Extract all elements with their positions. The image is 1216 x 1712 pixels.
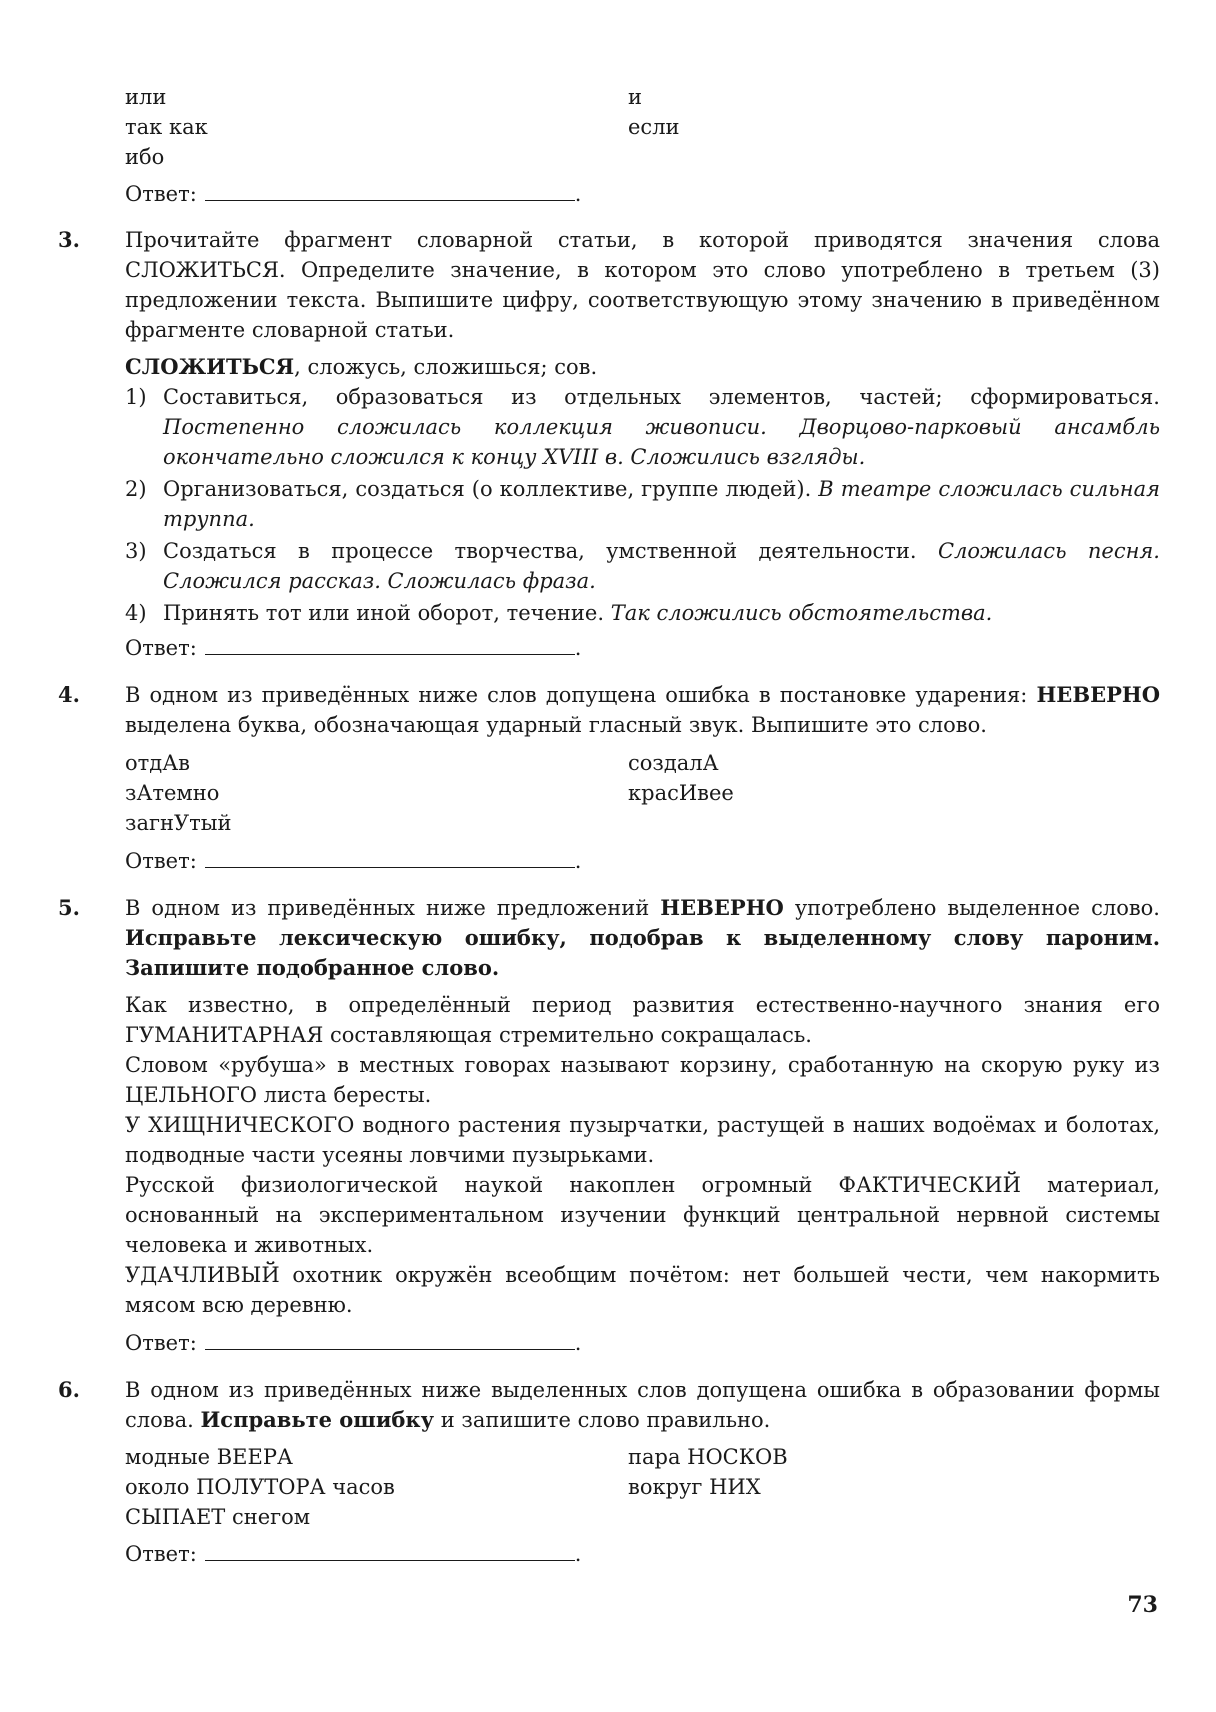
headword: СЛОЖИТЬСЯ <box>125 354 295 379</box>
word-option: отдАв <box>125 751 190 775</box>
answer-blank[interactable] <box>205 1538 575 1561</box>
answer-blank[interactable] <box>205 1327 575 1350</box>
answer-label: Ответ: <box>125 182 197 206</box>
question-4-text: В одном из приведённых ниже слов допущена ошибка в постановке ударения: НЕВЕРНО выделена буква, обозначающая ударный гласный звук. Выпишите это слово. <box>125 682 1160 737</box>
answer-label: Ответ: <box>125 1331 197 1355</box>
option-left-3: ибо <box>125 145 165 169</box>
answer-line-q3[interactable]: Ответ: . <box>125 632 581 662</box>
page-number: 73 <box>1127 1592 1158 1618</box>
question-3-text: Прочитайте фрагмент словарной статьи, в которой приводятся значения слова СЛОЖИТЬСЯ. Определите значение, в котором это слово употреблено в третьем (3) предложении текста. Выпишите цифру, соответствующую этому значению в приведённом фрагменте словарной статьи. <box>125 228 1160 342</box>
meaning-item: 1) Составиться, образоваться из отдельных элементов, частей; сформироваться. Постепенно сложилась коллекция живописи. Дворцово-парковый ансамбль окончательно сложился к концу XVIII в. Сложились взгляды. <box>125 385 1160 469</box>
sentence: Словом «рубуша» в местных говорах называют корзину, сработанную на скорую руку из ЦЕЛЬНОГО листа бересты. <box>125 1053 1160 1107</box>
question-number: 4. <box>58 682 80 707</box>
answer-line-q5[interactable]: Ответ: . <box>125 1327 581 1357</box>
option-right-1: и <box>628 85 642 109</box>
answer-label: Ответ: <box>125 849 197 873</box>
dictionary-meanings <box>125 382 1160 628</box>
word-option: вокруг НИХ <box>628 1475 761 1499</box>
word-option: пара НОСКОВ <box>628 1445 788 1469</box>
option-right-2: если <box>628 115 680 139</box>
answer-line-q4[interactable]: Ответ: . <box>125 845 581 875</box>
word-option: модные ВЕЕРА <box>125 1445 293 1469</box>
dictionary-entry-header <box>125 352 597 382</box>
word-option: загнУтый <box>125 811 232 835</box>
word-forms: , сложусь, сложишься; сов. <box>294 355 598 379</box>
answer-label: Ответ: <box>125 636 197 660</box>
sentences-block <box>125 990 1160 1320</box>
meaning-item: 3) Создаться в процессе творчества, умственной деятельности. Сложилась песня. Сложился рассказ. Сложилась фраза. <box>125 539 1160 593</box>
question-number: 6. <box>58 1377 80 1402</box>
question-6-text: В одном из приведённых ниже выделенных слов допущена ошибка в образовании формы слова. Исправьте ошибку и запишите слово правильно. <box>125 1378 1160 1432</box>
word-option: красИвее <box>628 781 734 805</box>
answer-blank[interactable] <box>205 178 575 201</box>
answer-line-q6[interactable]: Ответ: . <box>125 1538 581 1568</box>
word-option: около ПОЛУТОРА часов <box>125 1475 395 1499</box>
meaning-item: 2) Организоваться, создаться (о коллективе, группе людей). В театре сложилась сильная труппа. <box>125 477 1160 531</box>
sentence: Русской физиологической наукой накоплен огромный ФАКТИЧЕСКИЙ материал, основанный на экспериментальном изучении функций центральной нервной системы человека и животных. <box>125 1173 1160 1257</box>
question-5-text: В одном из приведённых ниже предложений НЕВЕРНО употреблено выделенное слово. Исправьте лексическую ошибку, подобрав к выделенному слову пароним. Запишите подобранное слово. <box>125 895 1160 980</box>
option-left-1: или <box>125 85 167 109</box>
answer-blank[interactable] <box>205 632 575 655</box>
answer-line-q2[interactable]: Ответ: . <box>125 178 581 208</box>
word-option: СЫПАЕТ снегом <box>125 1505 311 1529</box>
option-left-2: так как <box>125 115 208 139</box>
word-option: создалА <box>628 751 719 775</box>
sentence: Как известно, в определённый период развития естественно-научного знания его ГУМАНИТАРНАЯ составляющая стремительно сокращалась. <box>125 993 1160 1047</box>
answer-label: Ответ: <box>125 1542 197 1566</box>
answer-blank[interactable] <box>205 845 575 868</box>
sentence: У ХИЩНИЧЕСКОГО водного растения пузырчатки, растущей в наших водоёмах и болотах, подводные части усеяны ловчими пузырьками. <box>125 1113 1160 1167</box>
word-option: зАтемно <box>125 781 220 805</box>
sentence: УДАЧЛИВЫЙ охотник окружён всеобщим почётом: нет большей чести, чем накормить мясом всю деревню. <box>125 1263 1160 1317</box>
question-number: 5. <box>58 895 80 920</box>
meaning-item: 4) Принять тот или иной оборот, течение. Так сложились обстоятельства. <box>125 601 993 625</box>
question-number: 3. <box>58 227 80 252</box>
